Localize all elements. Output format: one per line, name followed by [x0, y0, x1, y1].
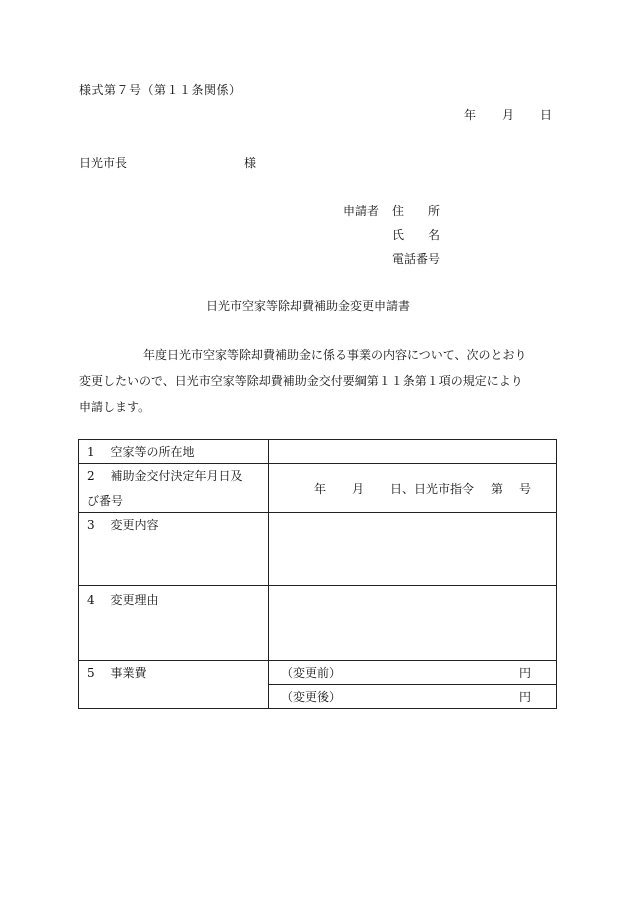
- row5-after-label: （変更後）: [281, 690, 342, 704]
- row5-after-unit: 円: [519, 690, 532, 704]
- applicant-phone-label: 電話番号: [392, 252, 441, 266]
- body-line-2: 変更したいので、日光市空家等除却費補助金交付要綱第１１条第１項の規定により: [79, 374, 523, 388]
- row5-after-cell: [269, 685, 557, 709]
- row2-value-year: 年: [314, 482, 327, 496]
- row2-value-go: 号: [519, 482, 532, 496]
- row2-value-rest: 日、日光市指令: [390, 482, 475, 496]
- date-year-label: 年: [464, 108, 477, 122]
- date-day-label: 日: [540, 108, 553, 122]
- row1-value-cell: [269, 440, 557, 464]
- table-row: [79, 464, 557, 513]
- row5-before-label: （変更前）: [281, 666, 342, 680]
- body-line-1: 年度日光市空家等除却費補助金に係る事業の内容について、次のとおり: [143, 348, 527, 362]
- row5-label-cell: [79, 661, 269, 709]
- row4-label-cell: [79, 586, 269, 661]
- row1-label-cell: [79, 440, 269, 464]
- row2-label-line2: び番号: [87, 494, 124, 508]
- table-row: [79, 586, 557, 661]
- row3-value-cell: [269, 513, 557, 586]
- table-row: [79, 513, 557, 586]
- row2-label-line1: 2 補助金交付決定年月日及: [87, 469, 243, 483]
- applicant-heading: 申請者: [343, 204, 380, 218]
- table-row: [79, 440, 557, 464]
- row3-label-cell: [79, 513, 269, 586]
- row3-label: 3 変更内容: [87, 518, 159, 532]
- row5-before-cell: [269, 661, 557, 685]
- row1-label: 1 空家等の所在地: [87, 445, 195, 459]
- applicant-name-label: 氏 名: [392, 228, 441, 242]
- row5-label: 5 事業費: [87, 666, 147, 680]
- row2-value-month: 月: [352, 482, 365, 496]
- row4-label: 4 変更理由: [87, 593, 159, 607]
- body-line-3: 申請します。: [79, 400, 151, 414]
- application-table: [78, 439, 557, 709]
- applicant-address-label: 住 所: [392, 204, 441, 218]
- addressee-name: 日光市長: [79, 156, 128, 170]
- row2-value-dai: 第: [491, 482, 504, 496]
- date-month-label: 月: [502, 108, 515, 122]
- body-paragraph: [79, 342, 569, 420]
- row2-value-cell: [269, 464, 557, 513]
- addressee-honorific: 様: [244, 156, 257, 170]
- row2-label-cell: [79, 464, 269, 513]
- document-title: 日光市空家等除却費補助金変更申請書: [206, 299, 411, 313]
- row4-value-cell: [269, 586, 557, 661]
- table-row: [79, 661, 557, 685]
- row5-before-unit: 円: [519, 666, 532, 680]
- form-number: 様式第７号（第１１条関係）: [79, 83, 242, 97]
